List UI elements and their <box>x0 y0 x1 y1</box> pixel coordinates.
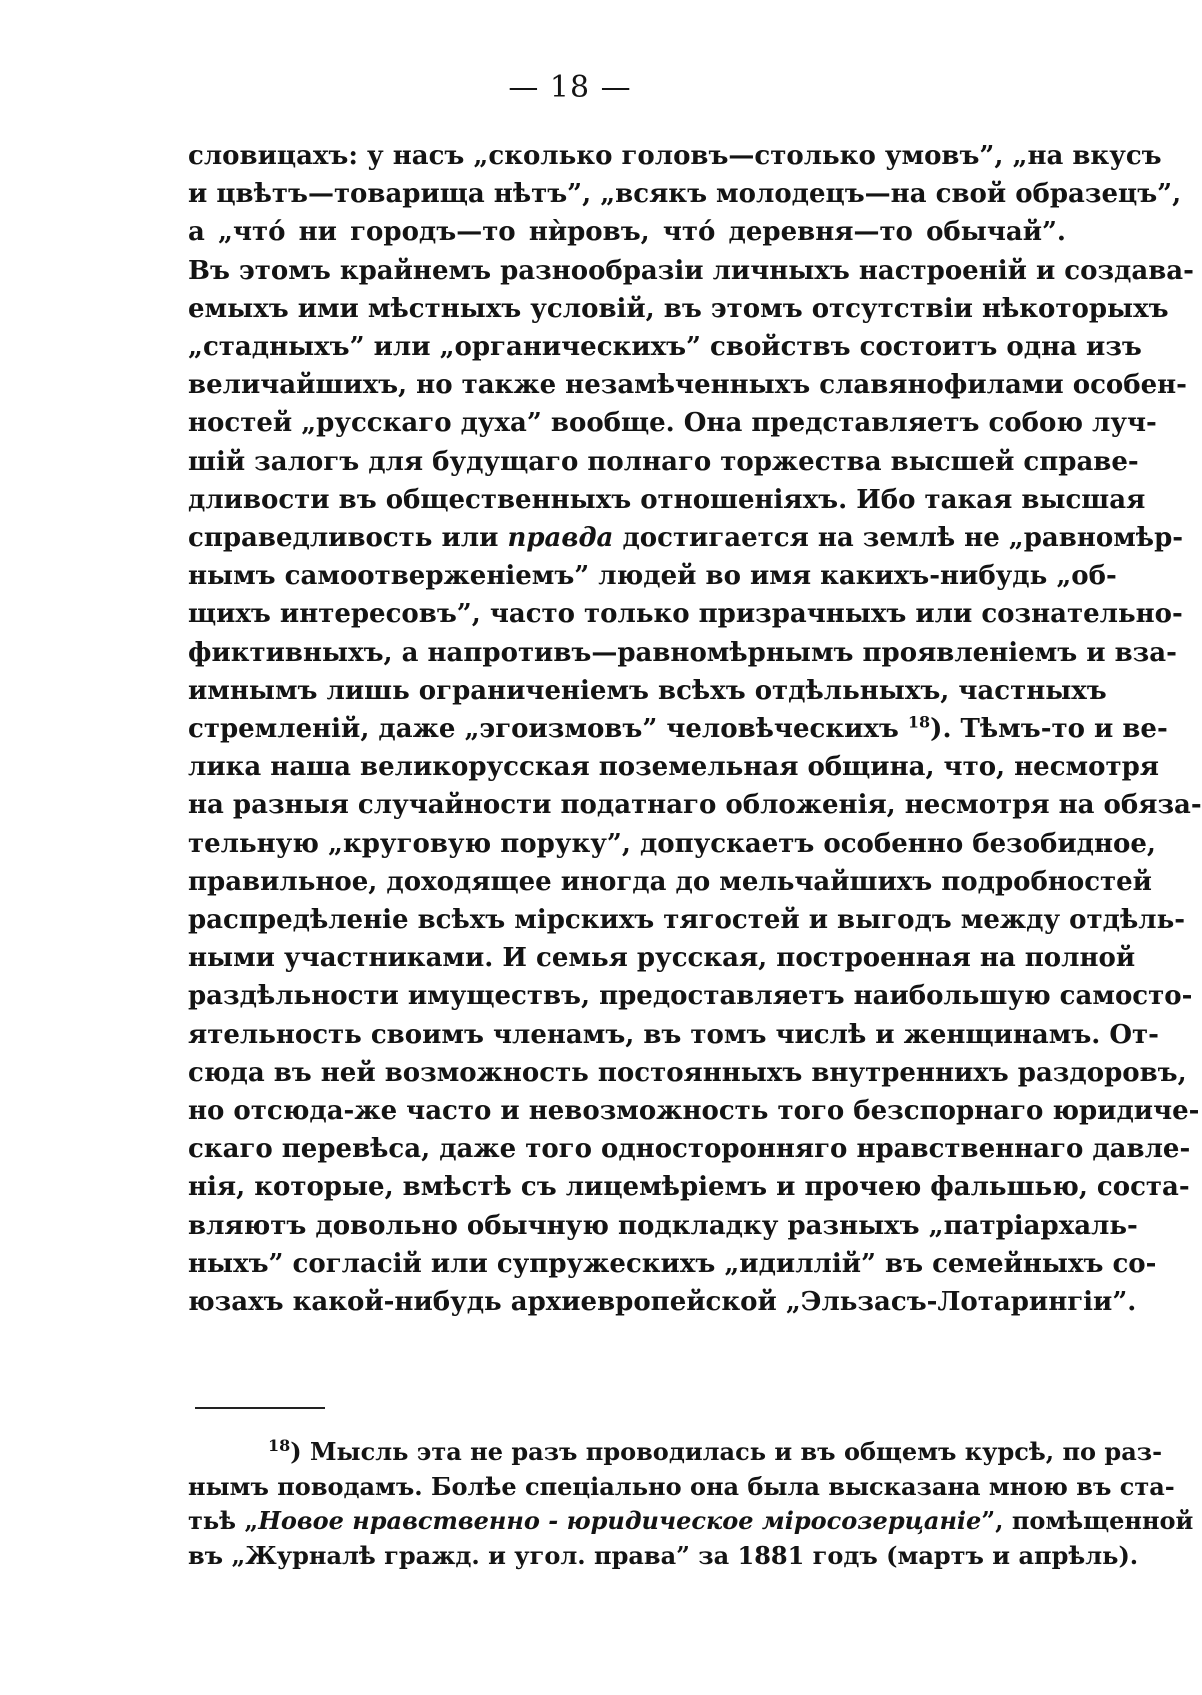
text-line-25: сюда въ ней возможность постоянныхъ внутреннихъ раздоровъ, <box>188 1057 1187 1088</box>
text-line-21: распредѣленіе всѣхъ мірскихъ тягостей и выгодъ между отдѣль- <box>188 905 1186 936</box>
text-line-26: но отсюда-же часто и невозможность того безспорнаго юридиче- <box>188 1096 1200 1127</box>
text-line-16-start: стремленій, даже „эгоизмовъ” человѣческихъ <box>188 714 908 745</box>
text-line-20: правильное, доходящее иногда до мельчайшихъ подробностей <box>188 866 1152 897</box>
text-line-7: величайшихъ, но также незамѣченныхъ славянофилами особен- <box>188 370 1187 401</box>
footnote-line-1-text: ) Мысль эта не разъ проводилась и въ общемъ курсѣ, по раз- <box>290 1437 1163 1466</box>
text-line-16 <box>188 710 1168 748</box>
text-line-27: скаго перевѣса, даже того односторонняго нравственнаго давле- <box>188 1134 1191 1165</box>
footnote-line-3-start: тьѣ „ <box>188 1506 259 1535</box>
footnote-marker: 18 <box>268 1436 291 1455</box>
italic-term: правда <box>507 523 614 554</box>
text-line-2: и цвѣтъ—товарища нѣтъ”, „всякъ молодецъ—на свой образецъ”, <box>188 179 1182 210</box>
text-line-28: нія, которые, вмѣстѣ съ лицемѣріемъ и прочею фальшью, соста- <box>188 1172 1190 1203</box>
text-line-19: тельную „круговую поруку”, допускаетъ особенно безобидное, <box>188 828 1156 859</box>
text-line-11-start: справедливость или <box>188 523 508 554</box>
text-line-23: раздѣльности имуществъ, предоставляетъ наибольшую самосто- <box>188 981 1193 1012</box>
footnote <box>188 1435 1194 1573</box>
text-line-30: ныхъ” согласій или супружескихъ „идиллій” въ семейныхъ со- <box>188 1248 1157 1279</box>
text-line-13: щихъ интересовъ”, часто только призрачныхъ или сознательно- <box>188 599 1183 630</box>
footnote-line-4: въ „Журналѣ гражд. и угол. права” за 1881 годъ (мартъ и апрѣль). <box>188 1540 1139 1570</box>
text-line-22: ными участниками. И семья русская, построенная на полной <box>188 943 1136 974</box>
text-line-10: дливости въ общественныхъ отношеніяхъ. Ибо такая высшая <box>188 484 1146 515</box>
text-line-15: имнымъ лишь ограниченіемъ всѣхъ отдѣльныхъ, частныхъ <box>188 675 1107 706</box>
text-line-16-end: ). Тѣмъ-то и ве- <box>930 714 1168 745</box>
text-line-11 <box>188 519 1184 557</box>
text-line-4: Въ этомъ крайнемъ разнообразіи личныхъ настроеній и создава- <box>188 255 1194 286</box>
footnote-divider <box>195 1407 325 1409</box>
footnote-line-1 <box>188 1435 1163 1470</box>
text-line-6: „стадныхъ” или „органическихъ” свойствъ состоитъ одна изъ <box>188 332 1142 363</box>
text-line-5: емыхъ ими мѣстныхъ условій, въ этомъ отсутствіи нѣкоторыхъ <box>188 293 1169 324</box>
text-line-9: шій залогъ для будущаго полнаго торжества высшей справе- <box>188 446 1139 477</box>
text-line-12: нымъ самоотверженіемъ” людей во имя какихъ-нибудь „об- <box>188 561 1117 592</box>
article-title: Новое нравственно - юридическое міросозерцаніе <box>258 1506 982 1535</box>
text-line-29: вляютъ довольно обычную подкладку разныхъ „патріархаль- <box>188 1210 1138 1241</box>
text-line-24: ятельность своимъ членамъ, въ томъ числѣ и женщинамъ. От- <box>188 1019 1159 1050</box>
footnote-reference: 18 <box>907 712 931 732</box>
text-line-31: юзахъ какой-нибудь архиевропейской „Эльзасъ-Лотарингіи”. <box>188 1287 1137 1318</box>
text-line-14: фиктивныхъ, а напротивъ—равномѣрнымъ проявленіемъ и вза- <box>188 637 1177 668</box>
page-number: — 18 — <box>508 70 632 105</box>
footnote-line-3-end: ”, помѣщенной <box>981 1506 1194 1535</box>
body-text <box>188 137 1202 1321</box>
text-line-18: на разныя случайности податнаго обложенія, несмотря на обяза- <box>188 790 1202 821</box>
text-line-8: ностей „русскаго духа” вообще. Она представляетъ собою луч- <box>188 408 1157 439</box>
footnote-line-2: нымъ поводамъ. Болѣе спеціально она была высказана мною въ ста- <box>188 1471 1175 1501</box>
text-line-3: а „что́ ни городъ—то нѝровъ, что́ деревня—то обычай”. <box>188 217 1066 248</box>
text-line-1: словицахъ: у насъ „сколько головъ—столько умовъ”, „на вкусъ <box>188 141 1162 171</box>
text-line-17: лика наша великорусская поземельная община, что, несмотря <box>188 752 1159 783</box>
footnote-line-3 <box>188 1504 1194 1539</box>
text-line-11-end: достигается на землѣ не „равномѣр- <box>613 523 1184 554</box>
